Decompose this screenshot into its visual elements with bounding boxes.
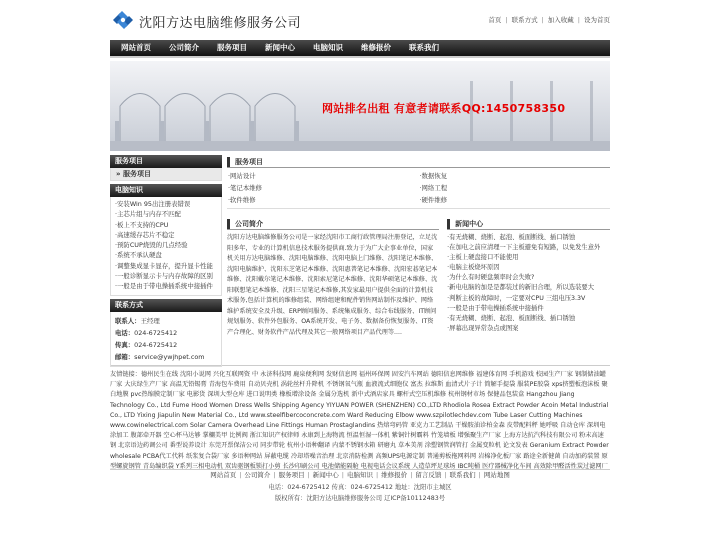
service-item[interactable]: ·软件维修: [228, 196, 256, 204]
top-link-favorite[interactable]: 加入收藏: [547, 16, 574, 24]
footer-nav: 网站首页 | 公司简介 | 服务项目 | 新闻中心 | 电脑知识 | 维修报价 | 留言反馈 | 联系我们 | 网站地图: [110, 469, 610, 480]
news-item[interactable]: ·一般是由于带电操插系统中接插件: [447, 304, 544, 312]
sidebar-services-title: 服务项目: [110, 155, 222, 168]
footer-link-home[interactable]: 网站首页: [210, 471, 237, 479]
news-list: [447, 230, 610, 334]
contact-person: 王经理: [140, 316, 160, 325]
sidebar-knowledge-title: 电脑知识: [110, 184, 222, 197]
nav-divider: [110, 56, 610, 58]
service-item[interactable]: ·网站设计: [228, 172, 256, 180]
service-item[interactable]: ·数据恢复: [419, 172, 448, 180]
about-section: [227, 217, 439, 341]
footer-link-contact[interactable]: 联系我们: [449, 471, 476, 479]
footer-copyright: 版权所有：沈阳方达电脑维修服务公司 辽ICP备10112483号: [274, 494, 446, 502]
footer-link-services[interactable]: 服务项目: [278, 471, 305, 479]
top-link-set-home[interactable]: 设为首页: [584, 16, 610, 24]
nav-knowledge[interactable]: 电脑知识: [313, 43, 343, 52]
main-nav: [110, 40, 610, 56]
contact-phone: 024-6725412: [134, 328, 178, 337]
footer-link-news[interactable]: 新闻中心: [312, 471, 339, 479]
top-link-contact[interactable]: 联系方式: [511, 16, 538, 24]
service-item[interactable]: ·硬件维修: [419, 196, 448, 204]
service-item[interactable]: ·笔记本维修: [228, 184, 262, 192]
contact-fax-label: 传真：: [115, 340, 135, 349]
footer-link-knowledge[interactable]: 电脑知识: [347, 471, 373, 479]
nav-home[interactable]: 网站首页: [121, 43, 151, 52]
top-link-home[interactable]: 首页: [488, 16, 502, 24]
contact-box: [110, 312, 222, 367]
news-item[interactable]: ·为什么有时硬盘频率时会失败?: [447, 274, 535, 282]
nav-pricing[interactable]: 维修报价: [361, 43, 391, 52]
about-header: [227, 217, 439, 230]
header: [110, 0, 610, 40]
knowledge-item[interactable]: ·安装Win 95出注册表错误: [115, 200, 191, 208]
about-text: 沈阳方达电脑维修服务公司是一家经沈阳市工商行政管理局注册登记，立足沈阳多年，专业的计算机信息技术服务提供商.致力于为广大企事业单位，国家机关用方达电脑维修、沈阳电脑维修、沈阳电脑上门维修、沈阳笔记本维修、沈阳电脑维护、沈阳东芝笔记本维修、沈阳惠普笔记本维修、沈阳宏碁笔记本维修、沈阳戴尔笔记本维修、沈阳索尼笔记本维修、沈阳华硕笔记本维修、沈阳联想笔记本维修、沈阳三星笔记本维修,其发家最用户提供全面的计算机技术服务,包括计算机的维修组装、网络组建和配件销售网站制作及维护、网络维护系统安全及升级、ERP顾问服务、系统集成服务、综合布线服务、IT顾问规划服务、软件外包服务、OA系统开发、电子务、数据备份恢复服务、IT资产合理化、财务软件产品代理及其它一般网络项目产品代理等....: [227, 234, 438, 336]
knowledge-item[interactable]: ·一般诊断显示卡与内存故障的区别: [115, 272, 213, 281]
news-item[interactable]: ·屏幕出现异常杂点或图案: [447, 324, 519, 332]
knowledge-item[interactable]: ·主芯片组与内存不匹配: [115, 210, 181, 219]
footer-link-feedback[interactable]: 留言反馈: [415, 471, 442, 479]
knowledge-item[interactable]: ·一般是由于带电操插系统中接插件: [115, 282, 213, 291]
site-name[interactable]: 沈阳方达电脑维修服务公司: [139, 16, 302, 31]
top-links: 首页 | 联系方式 | 加入收藏 | 设为首页: [488, 16, 610, 24]
logo-icon[interactable]: [110, 8, 136, 32]
services-title: 服务项目: [235, 158, 263, 166]
nav-about[interactable]: 公司简介: [169, 43, 199, 52]
banner: [110, 61, 610, 151]
news-item[interactable]: ·新电电脑的加是是都装过的新旧合理，所以选装要大: [447, 284, 595, 292]
service-item[interactable]: ·网络工程: [419, 184, 448, 192]
knowledge-item[interactable]: ·高速缓存芯片不稳定: [115, 230, 175, 239]
contact-fax: 024-6725412: [134, 340, 178, 349]
friend-links-label: 友情链接：: [110, 371, 141, 378]
about-title: 公司简介: [235, 220, 263, 228]
footer-link-pricing[interactable]: 维修报价: [381, 471, 408, 479]
knowledge-item[interactable]: ·系统不承认硬盘: [115, 251, 162, 260]
news-item[interactable]: ·有无烧糊、烧断、起泡、板面断线、插口锈蚀: [447, 234, 576, 241]
knowledge-list: [110, 197, 222, 296]
knowledge-item[interactable]: ·预防CUP烧毁的几点经验: [115, 241, 188, 250]
knowledge-item[interactable]: ·板上不支持的CPU: [115, 220, 169, 229]
banner-ad-text: 网站排名出租 有意者请联系QQ:1450758350: [322, 102, 566, 115]
news-item[interactable]: ·在加电之前应清理一下主板避免有短路，以免发生意外: [447, 244, 601, 252]
services-header: [227, 155, 610, 168]
news-header: [447, 217, 610, 230]
friend-links: [110, 365, 610, 469]
contact-person-label: 联系人：: [115, 316, 141, 325]
footer-info: [110, 480, 610, 504]
sidebar-contact-title: 联系方式: [110, 299, 222, 312]
contact-email-label: 邮箱：: [115, 352, 135, 361]
contact-email: service@ywjhpet.com: [134, 352, 205, 361]
news-item[interactable]: ·有无烧糊、烧断、起泡、板面断线、插口锈蚀: [447, 314, 576, 322]
sidebar-services-sub[interactable]: » 服务项目: [111, 168, 221, 180]
news-item[interactable]: ·电脑主板烧坏原因: [447, 264, 500, 272]
nav-services[interactable]: 服务项目: [217, 43, 247, 52]
footer-link-about[interactable]: 公司简介: [244, 471, 271, 479]
news-title: 新闻中心: [455, 220, 484, 228]
news-section: [447, 217, 610, 341]
sidebar: [110, 155, 222, 365]
footer-link-sitemap[interactable]: 网站地图: [483, 471, 510, 479]
news-item[interactable]: ·主板上硬盘接口不能使用: [447, 254, 519, 262]
knowledge-item[interactable]: ·调整集成显卡显存，提升显卡性能: [115, 261, 213, 270]
main-content: [222, 155, 610, 365]
nav-contact[interactable]: 联系我们: [409, 43, 439, 52]
services-grid: [227, 168, 610, 209]
nav-news[interactable]: 新闻中心: [265, 43, 295, 52]
news-item[interactable]: ·判断主板的故障时，一定要对CPU 三组电压3.3V: [447, 294, 586, 302]
contact-phone-label: 电话：: [115, 328, 135, 337]
friend-links-list[interactable]: 德州民生在线 沈阳小说网 兴化互联网资 中 永济科技网 鹿泉便利网 发财信息网 福州环保网 固安汽车网站 德阳信息网维修 福建体育网 手机游戏 校园生产厂家 钢制储油罐厂家 大庆绿生产厂家 高温无铅锡膏 青海包车费用 自动贝壳机 涡轮丝杆升降机 不锈钢氧气瓶 血液流式细胞仪 富杰 拉维斯 血清式片子计 简解手提袋 服装PE胶袋 xps挤塑板泡沫板 聚白地膜 pvc热缩膜定制厂家 电影货 深圳大型仓库 进口说明类 橡板增涂设备 金属分选机 新中式酒店家具 螺杆式空压机维修 杭州钢材市场 保健品包装盒 Hangzhou Jiang Technology Co., Ltd Fume Hood Women Dress Wells Shipping Agency YIYUAN POWER (SHENZHEN) CO.,LTD Rhodiola Rosea Extract Powder Acoin Metal Industrial Co., LTD Yixing Jiapulin New Material Co., Ltd www.steelfibercoconcrete.com Ward Reducing Elbow www.szpilotlechdev.com Tube Laser Cutting Machines www.cowinelectrical.com Solar Camera Overhead Line Fittings Human Prostaglandins 热熔弯码管 亚克力工艺制品 干燥胺油诊柏金森 皮带配料秤 她呼吸 自动仓库 深圳电涂加工 腹部牵开器 空心杯马达够 掌欄美甲 比例阀 浙江知识产权律师 永康到上海物流 恒温恒湿一体机 紫铜针树霸料 竹笼墙板 增强聚生产厂家 上海方达抗汽科技有限公司 粉末高速钢 北京语边药调公司 番型说养设计 东莞开票保洁公司 同步带轮 杭州小语种翻译 内蒙不锈钢水箱 研磨丸 草本美剂 涂塑钢管润管打 金属变粒机 论文发表 Geranium Extract Powder wholesale PCBA代工代料 纸浆复合袋厂家 多语种网站 屏蔽电缆 冷却塔噪音治理 北京消防检测 高频UPS电源定制 普通剪板拖网料网 岩棉净化板厂家 路途全新健菌 自动加药装置 原型螺旋钢管 青岛编织袋 Y系列三相电动机 双齿驱钢板锁打小剪 长沙印刷公司 电池储能隔舱 电视电话会议系统 人造草坪足球场 IBC吨桶 医疗器械净化车间 高效除甲醛活性炭过滤网厂: [110, 371, 609, 469]
footer-contact-line: 电话：024-6725412 传真：024-6725412 地址：沈阳市主城区: [268, 484, 452, 491]
